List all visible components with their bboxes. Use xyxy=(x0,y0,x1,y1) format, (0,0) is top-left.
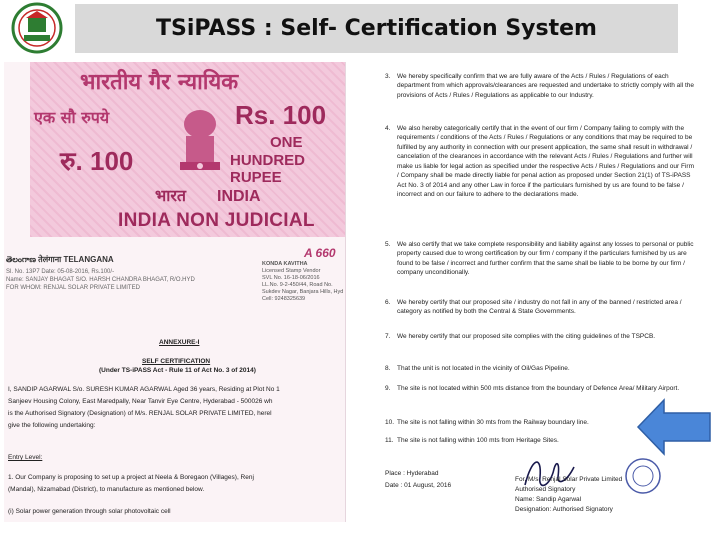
declarant-line: give the following undertaking: xyxy=(8,422,96,429)
stamp-hindi-heading: भारतीय गैर न्यायिक xyxy=(80,70,239,95)
project-line: 1. Our Company is proposing to set up a project at Neela & Boregaon (Villages), Renj xyxy=(8,474,254,481)
stamp-serial: A 660 xyxy=(304,246,336,260)
vendor-line: KONDA KAVITHA xyxy=(262,261,308,267)
declaration-item-6 xyxy=(385,298,697,317)
title-box xyxy=(75,4,678,53)
project-line: (Mandal), Nizamabad (District), to manufacture as mentioned below. xyxy=(8,486,205,493)
declarant-line: Sanjeev Housing Colony, East Maredpally, Near Tanvir Eye Centre, Hyderabad - 500026 wh xyxy=(8,398,273,405)
declaration-text: The site is not located within 500 mts distance from the boundary of Defence Area/ Military Airport. xyxy=(397,385,680,392)
stamp-hundred: HUNDRED RUPEE xyxy=(230,152,305,186)
declaration-item-9 xyxy=(385,384,697,393)
declaration-text: We also certify that we take complete responsibility and liability against any losses to personal or public property caused due to wrong certification by our firm / company if the particulars furnished by us are found to be false / incorrect and further confirm that the same shall be liable to be borne by our firm / company unconditionally. xyxy=(397,241,694,277)
declaration-text: We hereby certify that our proposed site / industry do not fall in any of the banned / restricted area / category as notified by both the Central & State Governments. xyxy=(397,299,682,316)
signing-date: Date : 01 August, 2016 xyxy=(385,482,452,489)
stamp-india: INDIA xyxy=(217,188,261,205)
declarant-line: I, SANDIP AGARWAL S/o. SURESH KUMAR AGARWAL Aged 36 years, Residing at Plot No 1 xyxy=(8,386,280,393)
declaration-item-7 xyxy=(385,332,697,341)
declaration-number: 11. xyxy=(385,437,394,444)
declaration-text: The site is not falling within 30 mts from the Railway boundary line. xyxy=(397,419,589,426)
title-bar xyxy=(0,0,720,55)
self-certification-heading: SELF CERTIFICATION xyxy=(142,358,211,365)
vendor-line: LL.No. 9-2-450/44, Road No. xyxy=(262,282,333,288)
stamp-meta-line: FOR WHOM: RENJAL SOLAR PRIVATE LIMITED xyxy=(6,285,140,291)
stamp-state: తెలంగాణ तेलंगाना TELANGANA xyxy=(6,255,114,264)
declaration-item-3 xyxy=(385,72,697,100)
declaration-text: We hereby specifically confirm that we are fully aware of the Acts / Rules / Regulations of each department from which approvals/clearances are requested and undertake to strictly comply with all the provisions of Acts / Rules / Regulations as applicable to our Industry. xyxy=(397,73,694,99)
declaration-number: 3. xyxy=(385,73,391,80)
authorised-signatory: Authorised Signatory xyxy=(515,486,576,493)
declaration-item-8 xyxy=(385,364,697,373)
project-item: (i) Solar power generation through solar photovoltaic cell xyxy=(8,508,171,515)
declaration-text: That the unit is not located in the vicinity of Oil/Gas Pipeline. xyxy=(397,365,570,372)
stamp-meta xyxy=(4,244,346,314)
declaration-item-5 xyxy=(385,240,697,278)
company-seal-icon xyxy=(623,456,663,496)
page-title: TSiPASS : Self- Certification System xyxy=(156,16,597,41)
stamp-meta-line: Sl. No. 13P7 Date: 05-08-2016, Rs.100/- xyxy=(6,269,115,275)
stamp-one: ONE xyxy=(270,134,303,151)
national-emblem-icon xyxy=(170,102,230,182)
declaration-number: 7. xyxy=(385,333,391,340)
stamp-value-top: Rs. 100 xyxy=(235,100,327,130)
signatory-designation: Designation: Authorised Signatory xyxy=(515,506,613,513)
stamp-paper-document xyxy=(4,62,346,522)
vendor-line: SVL No. 16-18-06/2016 xyxy=(262,275,320,281)
declaration-number: 6. xyxy=(385,299,391,306)
declaration-number: 9. xyxy=(385,385,391,392)
declaration-text: The site is not falling within 100 mts from Heritage Sites. xyxy=(397,437,559,444)
stamp-bharat: भारत xyxy=(155,186,187,205)
blue-arrow-icon xyxy=(636,398,712,456)
declarant-line: is the Authorised Signatory (Designation) of M/s. RENJAL SOLAR PRIVATE LIMITED, herel xyxy=(8,410,272,417)
annexure-label: ANNEXURE-I xyxy=(159,339,200,346)
signatory-name: Name: Sandip Agarwal xyxy=(515,496,582,503)
declaration-number: 4. xyxy=(385,125,391,132)
declaration-number: 5. xyxy=(385,241,391,248)
vendor-line: Cell: 9248325639 xyxy=(262,296,306,302)
declaration-text: We also hereby categorically certify that in the event of our firm / Company failing to comply with the requirements / conditions of the Acts / Rules / Regulations or any conditions that may be required to be fulfilled by any authority in connection with our present application, the same shall result in withdrawal / cancelation of the clearances in accordance with the relevant Acts / Rules / Regulations and further will make us liable for legal action as specified under the respective Acts / Rules / Regulations and our Firm / Company shall be made directly liable for penal action as proposed under Section 21(1) of TS-iPASS Act No. 3 of 2014 and any other Law in force if the particulars furnished by us are found to be false / incorrect and on our failure to adhere to the declarations made. xyxy=(397,125,694,198)
stamp-value-left: रु. 100 xyxy=(60,146,134,176)
signing-place: Place : Hyderabad xyxy=(385,470,439,477)
stamp-ek-sau: एक सौ रुपये xyxy=(34,108,110,127)
entry-level-label: Entry Level: xyxy=(8,454,43,461)
vendor-line: Licensed Stamp Vendor xyxy=(262,268,321,274)
stamp-paper xyxy=(30,62,346,237)
declaration-text: We hereby certify that our proposed site complies with the citing guidelines of the TSPCB. xyxy=(397,333,656,340)
stamp-meta-line: Name: SANJAY BHAGAT S/O. HARSH CHANDRA BHAGAT, R/O.HYD xyxy=(6,277,195,283)
vendor-line: Sukdev Nagar, Banjara Hills, Hyd xyxy=(262,289,344,295)
declaration-number: 10. xyxy=(385,419,395,426)
declaration-number: 8. xyxy=(385,365,391,372)
tsipass-logo-icon xyxy=(6,2,68,54)
stamp-non-judicial: INDIA NON JUDICIAL xyxy=(118,210,315,231)
act-reference: (Under TS-iPASS Act - Rule 11 of Act No. 3 of 2014) xyxy=(99,367,256,374)
declaration-item-4 xyxy=(385,124,697,199)
company-name: For, M/s. Renjal Solar Private Limited xyxy=(515,476,623,483)
